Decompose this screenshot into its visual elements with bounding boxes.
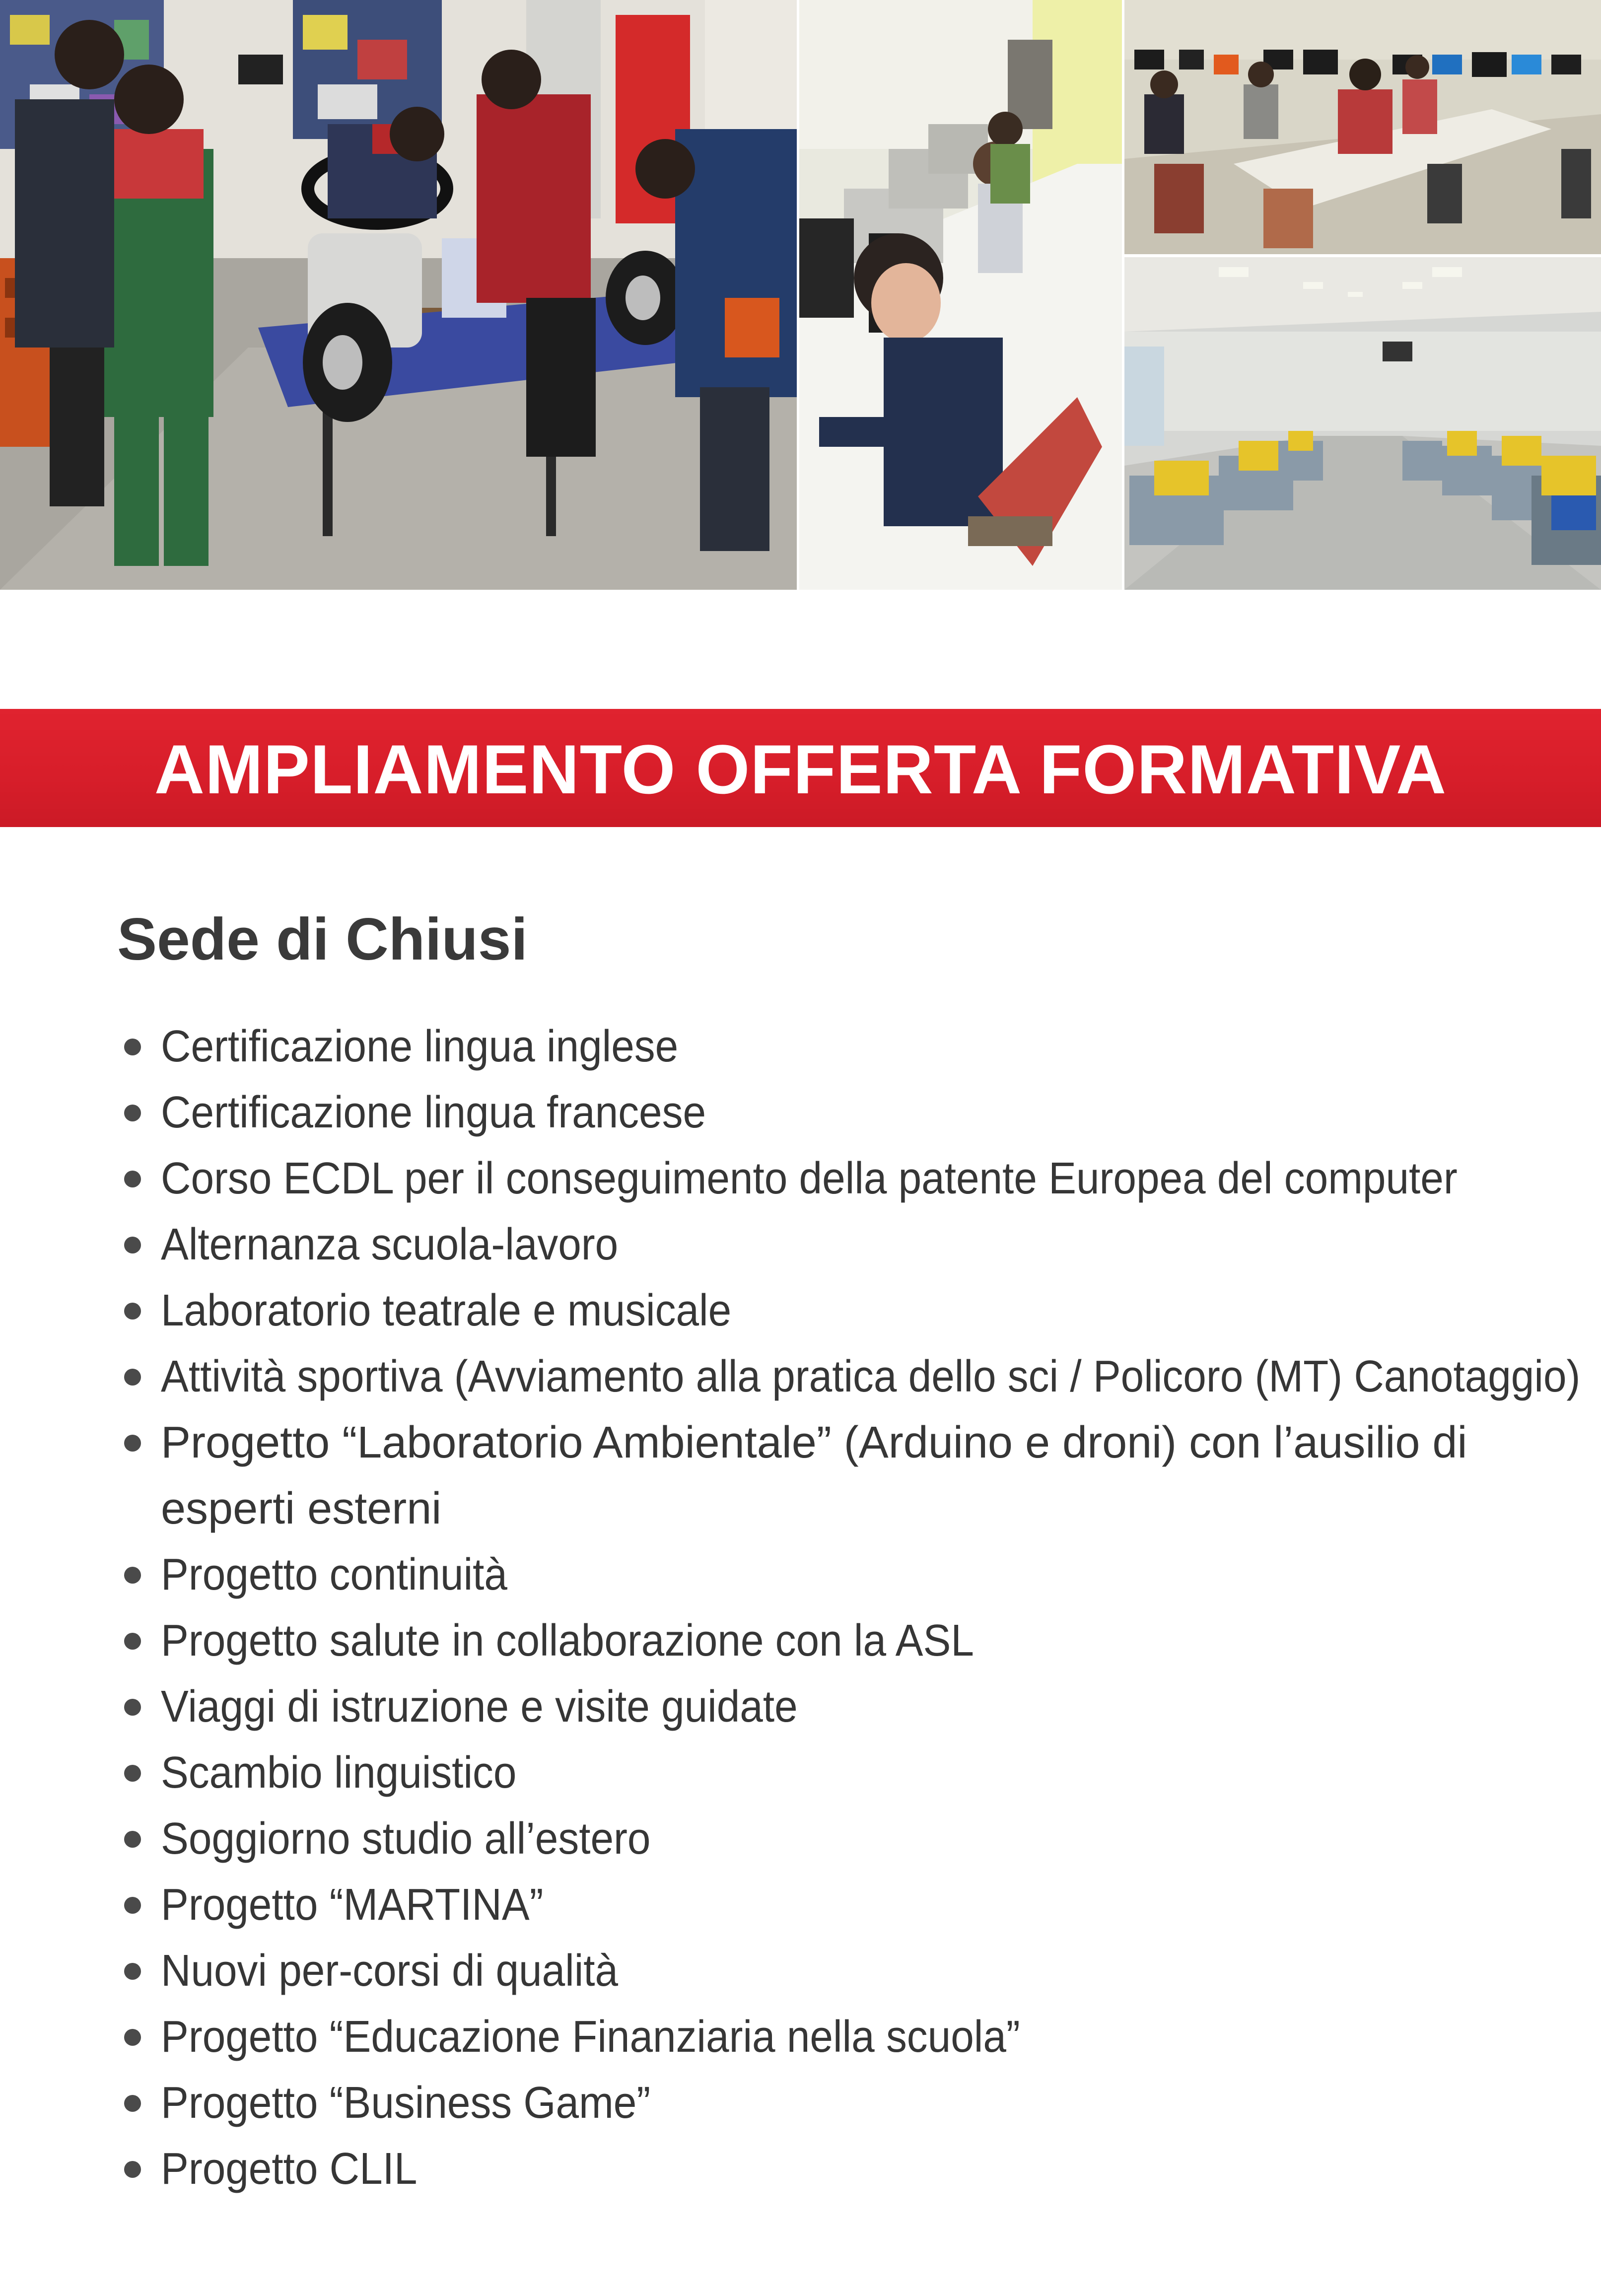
kart-workshop-photo bbox=[0, 0, 797, 590]
list-item bbox=[117, 1872, 1547, 1938]
list-item-text: Progetto CLIL bbox=[161, 2144, 418, 2194]
list-item bbox=[117, 1344, 1581, 1410]
bullet-icon bbox=[124, 1369, 141, 1386]
list-item bbox=[117, 1608, 1547, 1674]
list-item bbox=[117, 1410, 1531, 1542]
list-item-text: Soggiorno studio all’estero bbox=[161, 1814, 651, 1864]
course-list bbox=[117, 1014, 1581, 2202]
bullet-icon bbox=[124, 1897, 141, 1914]
bullet-icon bbox=[124, 1237, 141, 1253]
bullet-icon bbox=[124, 1567, 141, 1584]
list-item bbox=[117, 1146, 1547, 1212]
list-item-text: Nuovi per-corsi di qualità bbox=[161, 1946, 619, 1996]
list-item-text: Progetto “MARTINA” bbox=[161, 1880, 544, 1930]
bullet-icon bbox=[124, 1831, 141, 1848]
bullet-icon bbox=[124, 2029, 141, 2046]
bullet-icon bbox=[124, 1105, 141, 1121]
list-item bbox=[117, 2004, 1547, 2070]
list-item-text: Attività sportiva (Avviamento alla pratica dello sci / Policoro (MT) Canotaggio) bbox=[161, 1352, 1581, 1401]
bullet-icon bbox=[124, 1171, 141, 1187]
bullet-icon bbox=[124, 1765, 141, 1782]
bullet-icon bbox=[124, 1435, 141, 1452]
list-item-text: Progetto salute in collaborazione con la ASL bbox=[161, 1616, 974, 1666]
list-item bbox=[117, 1014, 1547, 1080]
list-item-text: Progetto “Educazione Finanziaria nella scuola” bbox=[161, 2012, 1020, 2062]
list-item bbox=[117, 1938, 1547, 2004]
banner-title: AMPLIAMENTO OFFERTA FORMATIVA bbox=[154, 730, 1447, 808]
mechanical-workshop-photo bbox=[1124, 257, 1601, 590]
list-item bbox=[117, 1212, 1547, 1278]
list-item bbox=[117, 1278, 1547, 1344]
bullet-icon bbox=[124, 1303, 141, 1320]
bullet-icon bbox=[124, 2095, 141, 2112]
list-item-text: Progetto “Business Game” bbox=[161, 2078, 651, 2128]
list-item-text: Viaggi di istruzione e visite guidate bbox=[161, 1682, 798, 1732]
list-item bbox=[117, 1806, 1547, 1872]
list-item bbox=[117, 1740, 1547, 1806]
list-item bbox=[117, 1674, 1547, 1740]
list-item-text: Progetto “Laboratorio Ambientale” (Arduino e droni) con l’ausilio di esperti esterni bbox=[161, 1418, 1467, 1533]
list-item-text: Scambio linguistico bbox=[161, 1748, 517, 1798]
list-item-text: Corso ECDL per il conseguimento della patente Europea del computer bbox=[161, 1154, 1458, 1203]
list-item bbox=[117, 1080, 1547, 1146]
computer-lab-photo bbox=[1124, 0, 1601, 254]
bullet-icon bbox=[124, 2161, 141, 2178]
photo-strip bbox=[0, 0, 1601, 590]
list-item-text: Certificazione lingua francese bbox=[161, 1088, 706, 1137]
bullet-icon bbox=[124, 1039, 141, 1055]
section-heading: Sede di Chiusi bbox=[117, 906, 528, 973]
list-item-text: Progetto continuità bbox=[161, 1550, 507, 1600]
bullet-icon bbox=[124, 1633, 141, 1650]
list-item bbox=[117, 1542, 1547, 1608]
list-item bbox=[117, 2070, 1547, 2136]
list-item-text: Alternanza scuola-lavoro bbox=[161, 1220, 619, 1269]
list-item-text: Laboratorio teatrale e musicale bbox=[161, 1286, 732, 1335]
list-item-text: Certificazione lingua inglese bbox=[161, 1022, 679, 1071]
bullet-icon bbox=[124, 1699, 141, 1716]
section-banner bbox=[0, 709, 1601, 827]
list-item bbox=[117, 2136, 1547, 2202]
computer-students-photo bbox=[799, 0, 1122, 590]
bullet-icon bbox=[124, 1963, 141, 1980]
